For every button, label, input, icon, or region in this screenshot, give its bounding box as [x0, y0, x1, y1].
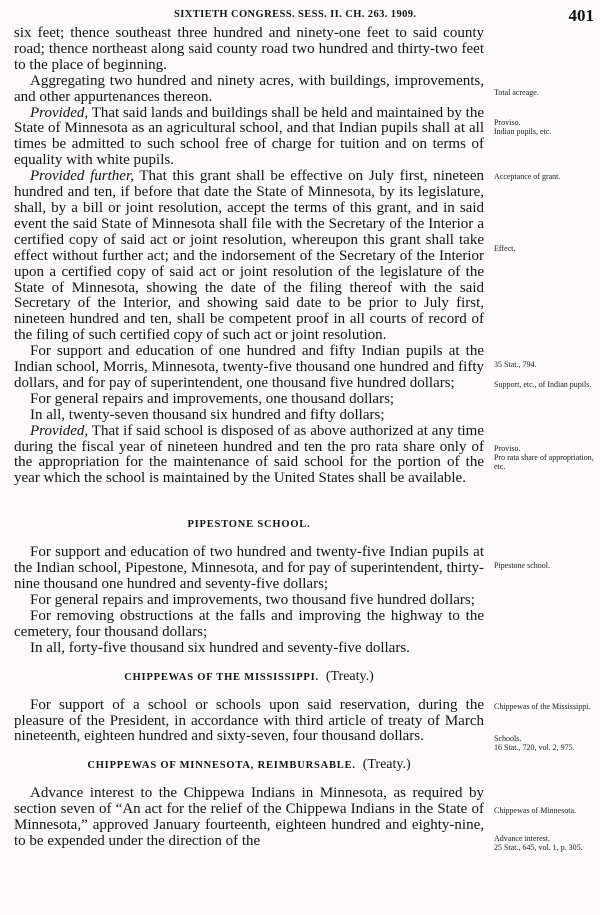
paragraph: For general repairs and improvements, one thousand dollars;: [30, 390, 395, 407]
section-heading-pipestone: PIPESTONE SCHOOL.: [187, 519, 311, 531]
margin-note: Pipestone school.: [494, 561, 550, 570]
paragraph: For support and education of one hundred and fifty Indian pupils at the Indian school, Morris, Minnesota, twenty-five thousand one hundred and fifty dollars, and for pay of superintendent, one thousand five hundred dollars;: [14, 343, 484, 391]
paragraph-text: That if said school is disposed of as above authorized at any time during the fiscal year of nineteen hundred and ten the pro rata share only of the appropriation for the maintenance of said school for the portion of the year which the school is maintained by the United States shall be available.: [14, 422, 484, 487]
paragraph: For removing obstructions at the falls and improving the highway to the cemetery, four thousand dollars;: [14, 607, 484, 640]
paragraph-text: That this grant shall be effective on July first, nineteen hundred and ten, if before that date the State of Minnesota, by its legislature, shall, by a bill or joint resolution, accept the terms of this grant, and in said event the said State of Minnesota shall file with the Secretary of the Interior a certified copy of said act or joint resolution, whereupon this grant shall take effect without further act; and the indorsement of the Secretary of the Interior upon a certified copy of said act or joint resolution of the legislature of the State of Minnesota, showing the date of the filing thereof with the said Secretary of the Interior, and showing said date to be prior to July first, nineteen hundred and ten, shall be competent proof in all courts of record of the filing of such certified copy of such act or joint resolution.: [14, 168, 485, 344]
paragraph: [14, 424, 484, 488]
paragraph: [14, 106, 484, 170]
proviso-lead: Provided,: [30, 104, 89, 121]
margin-note: Schools. 16 Stat., 720, vol. 2, 975.: [494, 734, 575, 752]
heading-text: CHIPPEWAS OF THE MISSISSIPPI.: [124, 671, 319, 683]
proviso-lead: Provided,: [30, 422, 89, 439]
paragraph-text: That said lands and buildings shall be held and maintained by the State of Minnesota as an agricultural school, and that Indian pupils shall at all times be admitted to such school free of charge for tuition and on terms of equality with white pupils.: [14, 104, 484, 169]
running-head: SIXTIETH CONGRESS. SESS. II. CH. 263. 1909.: [174, 9, 417, 20]
paragraph: six feet; thence southeast three hundred and ninety-one feet to said county road; thence northeast along said county road two hundred and thirty-two feet to the place of beginning.: [14, 25, 484, 73]
section-heading-chippewas-mississippi: [14, 669, 484, 686]
paragraph: For support and education of two hundred and twenty-five Indian pupils at the Indian school, Pipestone, Minnesota, and for pay of superintendent, thirty-nine thousand one hundred and seventy-five dollars;: [14, 544, 484, 593]
body-text: [14, 26, 484, 850]
paragraph: In all, forty-five thousand six hundred and seventy-five dollars.: [30, 639, 410, 656]
margin-note: 35 Stat., 794.: [494, 360, 537, 369]
paragraph: For support of a school or schools upon said reservation, during the pleasure of the President, in accordance with third article of treaty of March nineteenth, eighteen hundred and sixty-seven, four thousand dollars.: [14, 696, 484, 745]
paragraph: Aggregating two hundred and ninety acres, with buildings, improvements, and other appurtenances thereon.: [14, 72, 484, 105]
paragraph: For general repairs and improvements, two thousand five hundred dollars;: [30, 592, 475, 608]
heading-text: CHIPPEWAS OF MINNESOTA, REIMBURSABLE.: [87, 760, 356, 772]
section-heading-chippewas-minnesota: [14, 757, 484, 774]
margin-note: Chippewas of Minnesota.: [494, 806, 576, 815]
margin-note: Acceptance of grant.: [494, 172, 561, 181]
margin-note: Support, etc., of Indian pupils.: [494, 380, 592, 389]
heading-treaty: (Treaty.): [362, 757, 411, 773]
heading-treaty: (Treaty.): [325, 668, 374, 684]
margin-note: Effect.: [494, 244, 516, 253]
paragraph: In all, twenty-seven thousand six hundred and fifty dollars;: [30, 406, 385, 423]
paragraph: [14, 169, 484, 344]
margin-note: Advance interest. 25 Stat., 645, vol. 1, p. 305.: [494, 834, 583, 852]
proviso-lead: Provided further,: [30, 168, 134, 185]
paragraph: Advance interest to the Chippewa Indians in Minnesota, as required by section seven of “An act for the relief of the Chippewa Indians in the State of Minnesota,” approved January fourteenth, eighteen hundred and eighty-nine, to be expended under the direction of the: [14, 785, 484, 850]
margin-note: Proviso. Indian pupils, etc.: [494, 118, 552, 136]
margin-note: Chippewas of the Mississippi.: [494, 702, 591, 711]
page-number: 401: [568, 6, 594, 25]
margin-note: Proviso. Pro rata share of appropriation, etc.: [494, 444, 594, 471]
margin-note: Total acreage.: [494, 88, 539, 97]
